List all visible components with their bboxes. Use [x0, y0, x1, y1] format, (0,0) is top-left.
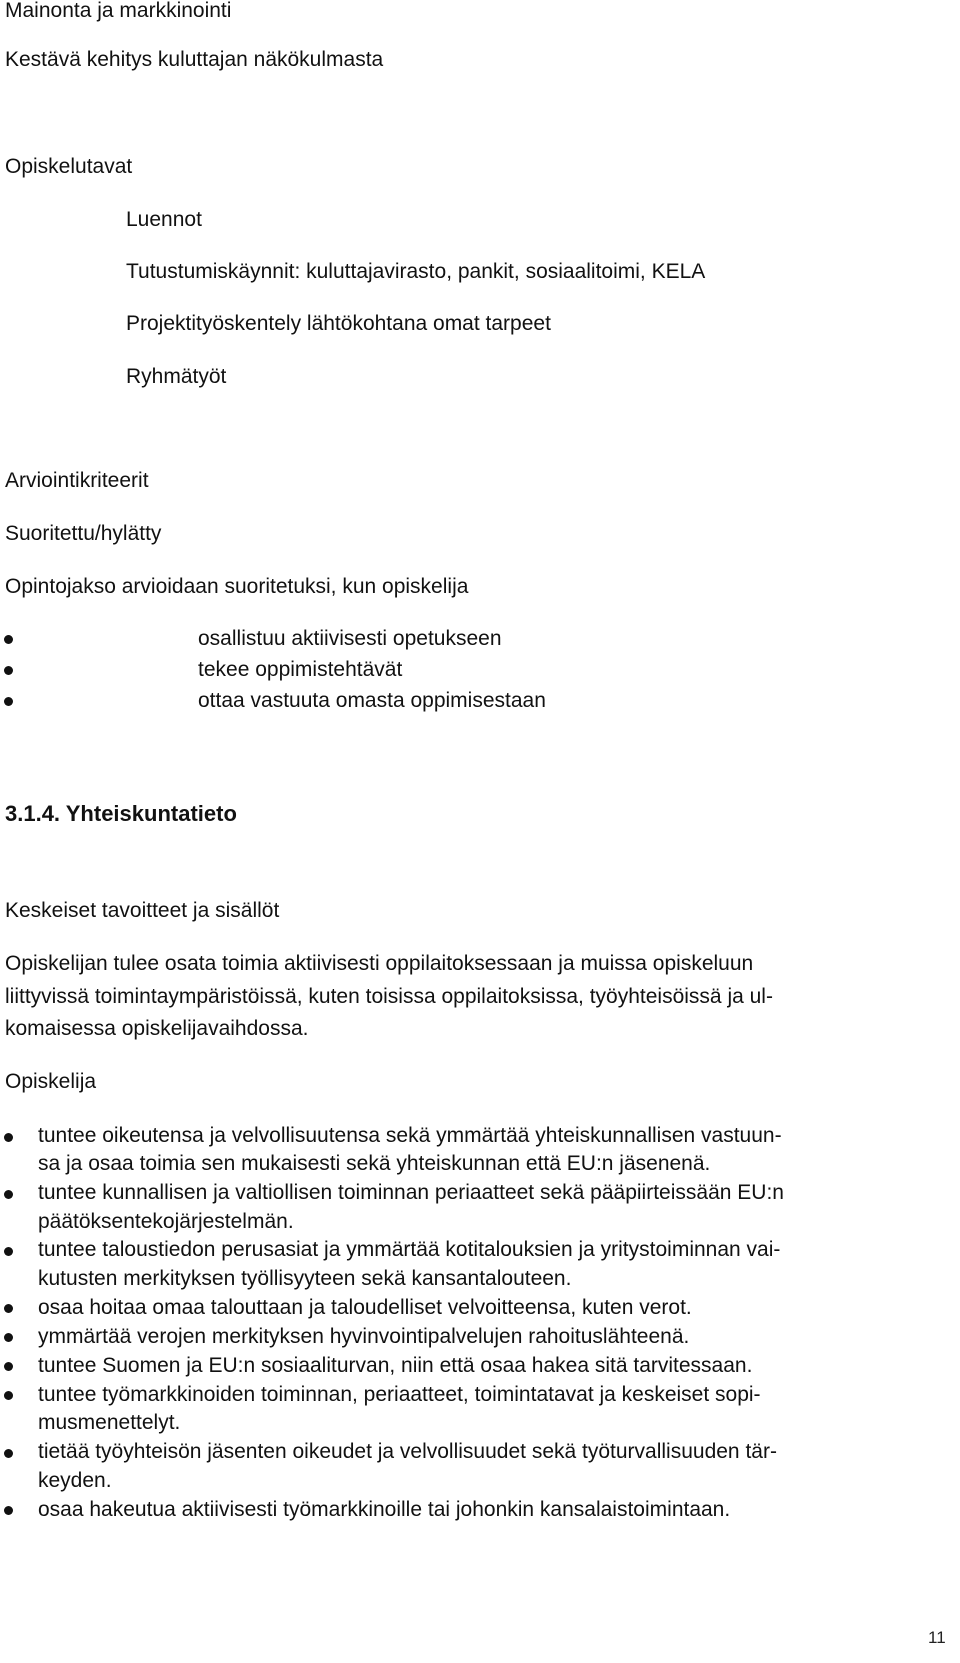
goals-heading: Keskeiset tavoitteet ja sisällöt [5, 899, 280, 922]
paragraph-line: Opiskelijan tulee osata toimia aktiivisesti oppilaitoksessaan ja muissa opiskeluun [5, 952, 754, 975]
list-item-text: sa ja osaa toimia sen mukaisesti sekä yhteiskunnan että EU:n jäsenenä. [38, 1152, 711, 1175]
bullet-icon [4, 635, 13, 644]
page-number: 11 [928, 1628, 946, 1647]
list-item-text: tuntee oikeutensa ja velvollisuutensa sekä ymmärtää yhteiskunnallisen vastuun- [38, 1124, 782, 1147]
list-item-text: tuntee Suomen ja EU:n sosiaaliturvan, niin että osaa hakea sitä tarvitessaan. [38, 1354, 753, 1377]
bullet-icon [4, 1362, 13, 1371]
list-item-text: tuntee työmarkkinoiden toiminnan, periaatteet, toimintatavat ja keskeiset sopi- [38, 1383, 761, 1406]
methods-item: Luennot [126, 208, 202, 231]
topic-line: Mainonta ja markkinointi [5, 0, 232, 22]
list-item-text: ottaa vastuuta omasta oppimisestaan [198, 689, 546, 712]
bullet-icon [4, 1506, 13, 1515]
bullet-icon [4, 1247, 13, 1256]
criteria-heading: Arviointikriteerit [5, 469, 149, 492]
bullet-icon [4, 1304, 13, 1313]
student-heading: Opiskelija [5, 1070, 97, 1093]
methods-item: Tutustumiskäynnit: kuluttajavirasto, pankit, sosiaalitoimi, KELA [126, 260, 706, 283]
bullet-icon [4, 1190, 13, 1199]
list-item-text: musmenettelyt. [38, 1411, 181, 1434]
bullet-icon [4, 1391, 13, 1400]
list-item-text: keyden. [38, 1469, 112, 1492]
list-item-text: osaa hakeutua aktiivisesti työmarkkinoille tai johonkin kansalaistoimintaan. [38, 1498, 731, 1521]
list-item-text: tuntee taloustiedon perusasiat ja ymmärtää kotitalouksien ja yritystoiminnan vai- [38, 1238, 781, 1261]
bullet-icon [4, 697, 13, 706]
list-item-text: tuntee kunnallisen ja valtiollisen toiminnan periaatteet sekä pääpiirteissään EU:n [38, 1181, 784, 1204]
bullet-icon [4, 1449, 13, 1458]
methods-item: Ryhmätyöt [126, 365, 227, 388]
criteria-grade: Suoritettu/hylätty [5, 522, 162, 545]
criteria-intro: Opintojakso arvioidaan suoritetuksi, kun opiskelija [5, 575, 469, 598]
paragraph-line: liittyvissä toimintaympäristöissä, kuten toisissa oppilaitoksissa, työyhteisöissä ja ul- [5, 985, 773, 1008]
paragraph-line: komaisessa opiskelijavaihdossa. [5, 1017, 309, 1040]
topic-line: Kestävä kehitys kuluttajan näkökulmasta [5, 48, 384, 71]
list-item-text: päätöksentekojärjestelmän. [38, 1210, 294, 1233]
methods-heading: Opiskelutavat [5, 155, 133, 178]
bullet-icon [4, 666, 13, 675]
list-item-text: ymmärtää verojen merkityksen hyvinvointipalvelujen rahoituslähteenä. [38, 1325, 690, 1348]
list-item-text: osallistuu aktiivisesti opetukseen [198, 627, 502, 650]
bullet-icon [4, 1133, 13, 1142]
section-title: 3.1.4. Yhteiskuntatieto [5, 801, 237, 826]
list-item-text: kutusten merkityksen työllisyyteen sekä kansantalouteen. [38, 1267, 572, 1290]
list-item-text: osaa hoitaa omaa talouttaan ja taloudelliset velvoitteensa, kuten verot. [38, 1296, 692, 1319]
list-item-text: tietää työyhteisön jäsenten oikeudet ja velvollisuudet sekä työturvallisuuden tär- [38, 1440, 777, 1463]
bullet-icon [4, 1333, 13, 1342]
methods-item: Projektityöskentely lähtökohtana omat tarpeet [126, 312, 551, 335]
list-item-text: tekee oppimistehtävät [198, 658, 403, 681]
